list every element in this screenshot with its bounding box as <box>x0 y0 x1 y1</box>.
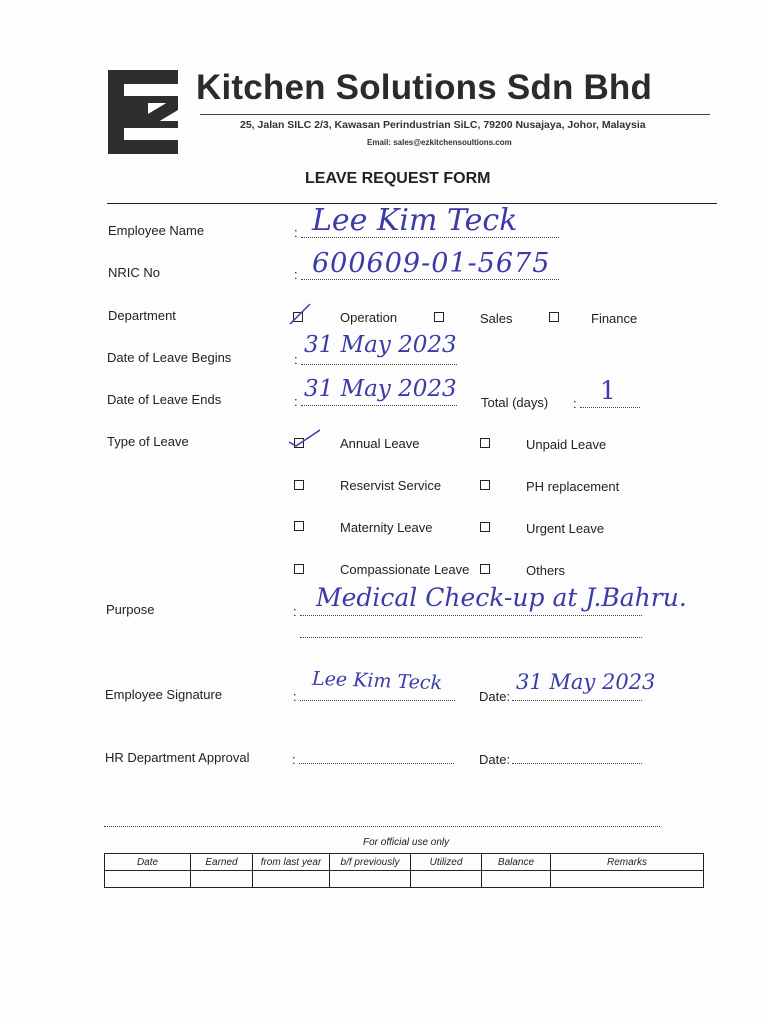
official-cell[interactable] <box>411 871 482 888</box>
employee-signature-line <box>300 700 455 701</box>
official-separator <box>104 826 660 827</box>
nric-value[interactable]: 600609-01-5675 <box>312 248 551 279</box>
department-label: Department <box>108 308 176 323</box>
official-cell[interactable] <box>551 871 704 888</box>
checkmark-icon <box>286 300 314 328</box>
colon: : <box>294 352 298 367</box>
official-use-table <box>104 853 704 888</box>
department-finance-checkbox[interactable] <box>549 312 559 322</box>
nric-label: NRIC No <box>108 265 161 280</box>
compassionate-leave-checkbox[interactable] <box>294 564 304 574</box>
employee-signature-date-value[interactable]: 31 May 2023 <box>516 670 656 694</box>
official-cell[interactable] <box>253 871 330 888</box>
leave-begins-value[interactable]: 31 May 2023 <box>304 332 457 358</box>
hr-approval-date-line <box>512 763 642 764</box>
leave-ends-value[interactable]: 31 May 2023 <box>304 376 457 402</box>
purpose-line-2 <box>300 637 642 638</box>
form-title: LEAVE REQUEST FORM <box>305 170 491 187</box>
department-sales-checkbox[interactable] <box>434 312 444 322</box>
hr-approval-date-label: Date: <box>479 752 511 767</box>
ph-replacement-checkbox[interactable] <box>480 480 490 490</box>
nric-line <box>301 279 559 280</box>
official-cell[interactable] <box>482 871 551 888</box>
employee-signature-date-label: Date: <box>479 689 511 704</box>
official-table-row <box>105 871 704 888</box>
official-column-header: Earned <box>191 854 253 871</box>
maternity-leave-checkbox[interactable] <box>294 521 304 531</box>
official-cell[interactable] <box>191 871 253 888</box>
total-days-value[interactable]: 1 <box>600 376 616 405</box>
employee-signature-image: Lee Kim Teck <box>311 667 443 695</box>
company-address: 25, Jalan SILC 2/3, Kawasan Perindustrian SiLC, 79200 Nusajaya, Johor, Malaysia <box>240 119 646 131</box>
department-option-finance: Finance <box>591 311 638 326</box>
official-column-header: Utilized <box>411 854 482 871</box>
leave-ends-label: Date of Leave Ends <box>107 392 222 407</box>
header-divider <box>200 114 710 115</box>
urgent-leave-checkbox[interactable] <box>480 522 490 532</box>
purpose-value[interactable]: Medical Check-up at J.Bahru. <box>316 583 687 612</box>
leave-ends-line <box>301 405 457 406</box>
official-use-title: For official use only <box>363 837 450 848</box>
colon: : <box>573 396 577 411</box>
official-column-header: Date <box>105 854 191 871</box>
leave-option-reservist: Reservist Service <box>340 478 442 493</box>
colon: : <box>293 604 297 619</box>
purpose-line-1 <box>300 615 642 616</box>
official-table-header-row <box>105 854 704 871</box>
others-checkbox[interactable] <box>480 564 490 574</box>
leave-option-annual: Annual Leave <box>340 436 420 451</box>
leave-option-compassionate: Compassionate Leave <box>340 562 470 577</box>
colon: : <box>294 394 298 409</box>
leave-option-others: Others <box>526 563 566 578</box>
checkmark-icon <box>286 428 322 450</box>
colon: : <box>294 267 298 282</box>
official-cell[interactable] <box>330 871 411 888</box>
total-days-line <box>580 407 640 408</box>
leave-option-unpaid: Unpaid Leave <box>526 437 607 452</box>
department-option-sales: Sales <box>480 311 513 326</box>
unpaid-leave-checkbox[interactable] <box>480 438 490 448</box>
leave-option-maternity: Maternity Leave <box>340 520 433 535</box>
ez-logo-icon <box>108 70 178 154</box>
official-column-header: Balance <box>482 854 551 871</box>
official-column-header: from last year <box>253 854 330 871</box>
leave-option-ph-replacement: PH replacement <box>526 479 620 494</box>
official-column-header: b/f previously <box>330 854 411 871</box>
department-option-operation: Operation <box>340 310 398 325</box>
total-days-label: Total (days) <box>481 395 549 410</box>
employee-signature-date-line <box>512 700 642 701</box>
company-email: Email: sales@ezkitchensoultions.com <box>367 138 512 147</box>
official-column-header: Remarks <box>551 854 704 871</box>
official-cell[interactable] <box>105 871 191 888</box>
colon: : <box>294 225 298 240</box>
reservist-service-checkbox[interactable] <box>294 480 304 490</box>
leave-option-urgent: Urgent Leave <box>526 521 605 536</box>
employee-signature-label: Employee Signature <box>105 687 223 702</box>
purpose-label: Purpose <box>106 602 155 617</box>
hr-approval-label: HR Department Approval <box>105 750 250 765</box>
hr-approval-line <box>299 763 454 764</box>
leave-begins-label: Date of Leave Begins <box>107 350 232 365</box>
colon: : <box>292 752 296 767</box>
employee-name-value[interactable]: Lee Kim Teck <box>312 203 518 238</box>
employee-name-label: Employee Name <box>108 223 205 238</box>
leave-begins-line <box>301 364 457 365</box>
colon: : <box>293 689 297 704</box>
type-of-leave-label: Type of Leave <box>107 434 189 449</box>
company-name: Kitchen Solutions Sdn Bhd <box>196 68 653 107</box>
